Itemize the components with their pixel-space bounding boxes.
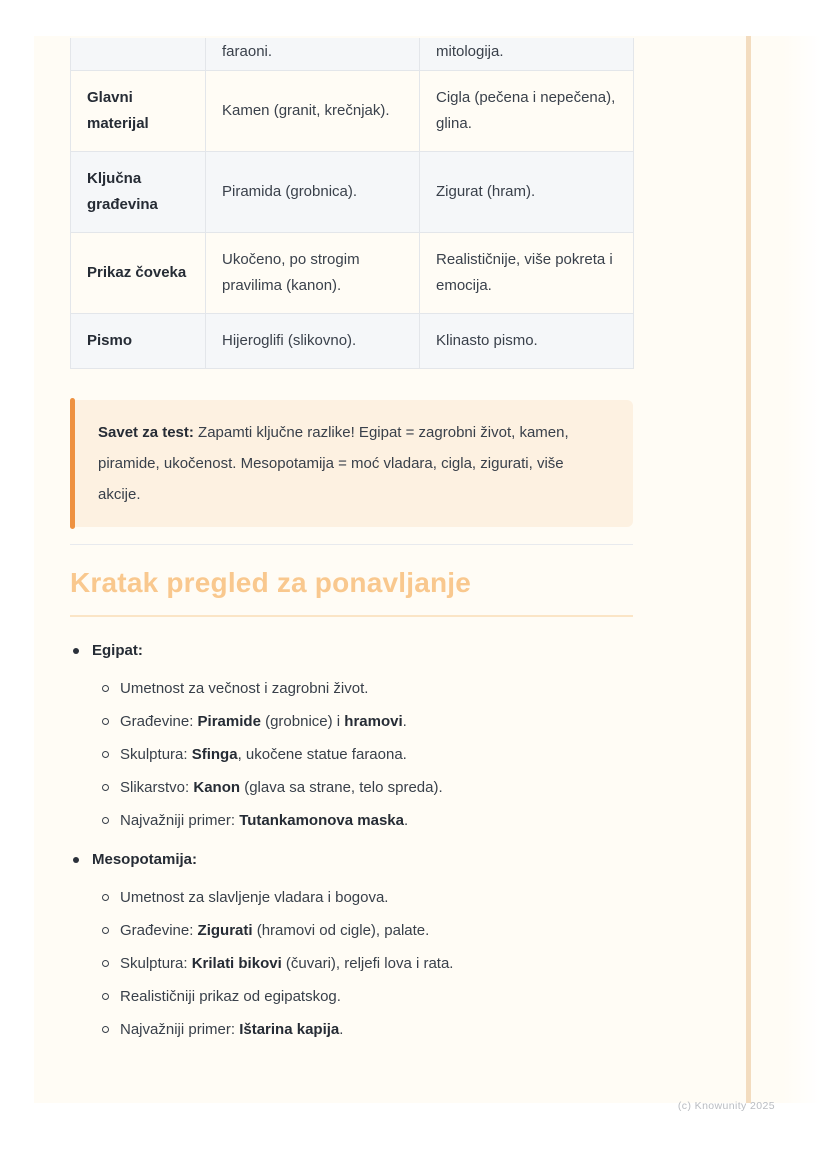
circle-bullet-icon xyxy=(102,894,109,901)
list-item: Najvažniji primer: Tutankamonova maska. xyxy=(70,810,690,831)
list-item: Umetnost za slavljenje vladara i bogova. xyxy=(70,887,690,908)
circle-bullet-icon xyxy=(102,960,109,967)
tip-accent-bar xyxy=(70,398,75,529)
comparison-table-body xyxy=(71,38,634,369)
circle-bullet-icon xyxy=(102,927,109,934)
list-item: Najvažniji primer: Ištarina kapija. xyxy=(70,1019,690,1040)
bullet-icon xyxy=(73,648,79,654)
list-group-title: Mesopotamija: xyxy=(70,849,690,871)
mesopotamija-cell: Cigla (pečena i nepečena), glina. xyxy=(420,71,634,152)
list-item: Umetnost za večnost i zagrobni život. xyxy=(70,678,690,699)
section-title: Kratak pregled za ponavljanje xyxy=(70,566,633,617)
list-item: Građevine: Piramide (grobnice) i hramovi. xyxy=(70,711,690,732)
sub-list xyxy=(70,678,690,831)
egipat-cell: Kamen (granit, krečnjak). xyxy=(206,71,420,152)
mesopotamija-cell: mitologija. xyxy=(420,38,634,71)
row-header-cell: Ključna građevina xyxy=(71,152,206,233)
list-group-title: Egipat: xyxy=(70,640,690,662)
egipat-cell: Piramida (grobnica). xyxy=(206,152,420,233)
list-item: Skulptura: Sfinga, ukočene statue faraona. xyxy=(70,744,690,765)
page-edge-decoration xyxy=(746,36,828,1103)
table-row-continued xyxy=(71,38,634,71)
sub-list xyxy=(70,887,690,1040)
table-row xyxy=(71,152,634,233)
mesopotamija-cell: Zigurat (hram). xyxy=(420,152,634,233)
row-header-cell: Glavni materijal xyxy=(71,71,206,152)
circle-bullet-icon xyxy=(102,751,109,758)
circle-bullet-icon xyxy=(102,718,109,725)
row-header-cell: Prikaz čoveka xyxy=(71,233,206,314)
circle-bullet-icon xyxy=(102,993,109,1000)
circle-bullet-icon xyxy=(102,1026,109,1033)
table-row xyxy=(71,314,634,369)
row-header-cell xyxy=(71,38,206,71)
comparison-table xyxy=(70,38,634,369)
circle-bullet-icon xyxy=(102,817,109,824)
tip-callout xyxy=(70,400,633,527)
page-footer: (c) Knowunity 2025 xyxy=(677,1100,775,1112)
egipat-cell: Ukočeno, po strogim pravilima (kanon). xyxy=(206,233,420,314)
list-item: Skulptura: Krilati bikovi (čuvari), reljefi lova i rata. xyxy=(70,953,690,974)
tip-text: Zapamti ključne razlike! Egipat = zagrobni život, kamen, piramide, ukočenost. Mesopotamija = moć vladara, cigla, zigurati, više akcije. xyxy=(98,424,569,503)
egipat-cell: Hijeroglifi (slikovno). xyxy=(206,314,420,369)
section-divider xyxy=(70,544,633,545)
circle-bullet-icon xyxy=(102,685,109,692)
table-row xyxy=(71,233,634,314)
row-header-cell: Pismo xyxy=(71,314,206,369)
bullet-icon xyxy=(73,857,79,863)
egipat-cell: faraoni. xyxy=(206,38,420,71)
circle-bullet-icon xyxy=(102,784,109,791)
mesopotamija-cell: Klinasto pismo. xyxy=(420,314,634,369)
mesopotamija-cell: Realističnije, više pokreta i emocija. xyxy=(420,233,634,314)
tip-label: Savet za test: xyxy=(98,424,194,441)
summary-lists xyxy=(70,640,690,1058)
comparison-table-wrap xyxy=(70,38,633,369)
list-item: Građevine: Zigurati (hramovi od cigle), palate. xyxy=(70,920,690,941)
list-item: Slikarstvo: Kanon (glava sa strane, telo spreda). xyxy=(70,777,690,798)
list-item: Realističniji prikaz od egipatskog. xyxy=(70,986,690,1007)
table-row xyxy=(71,71,634,152)
